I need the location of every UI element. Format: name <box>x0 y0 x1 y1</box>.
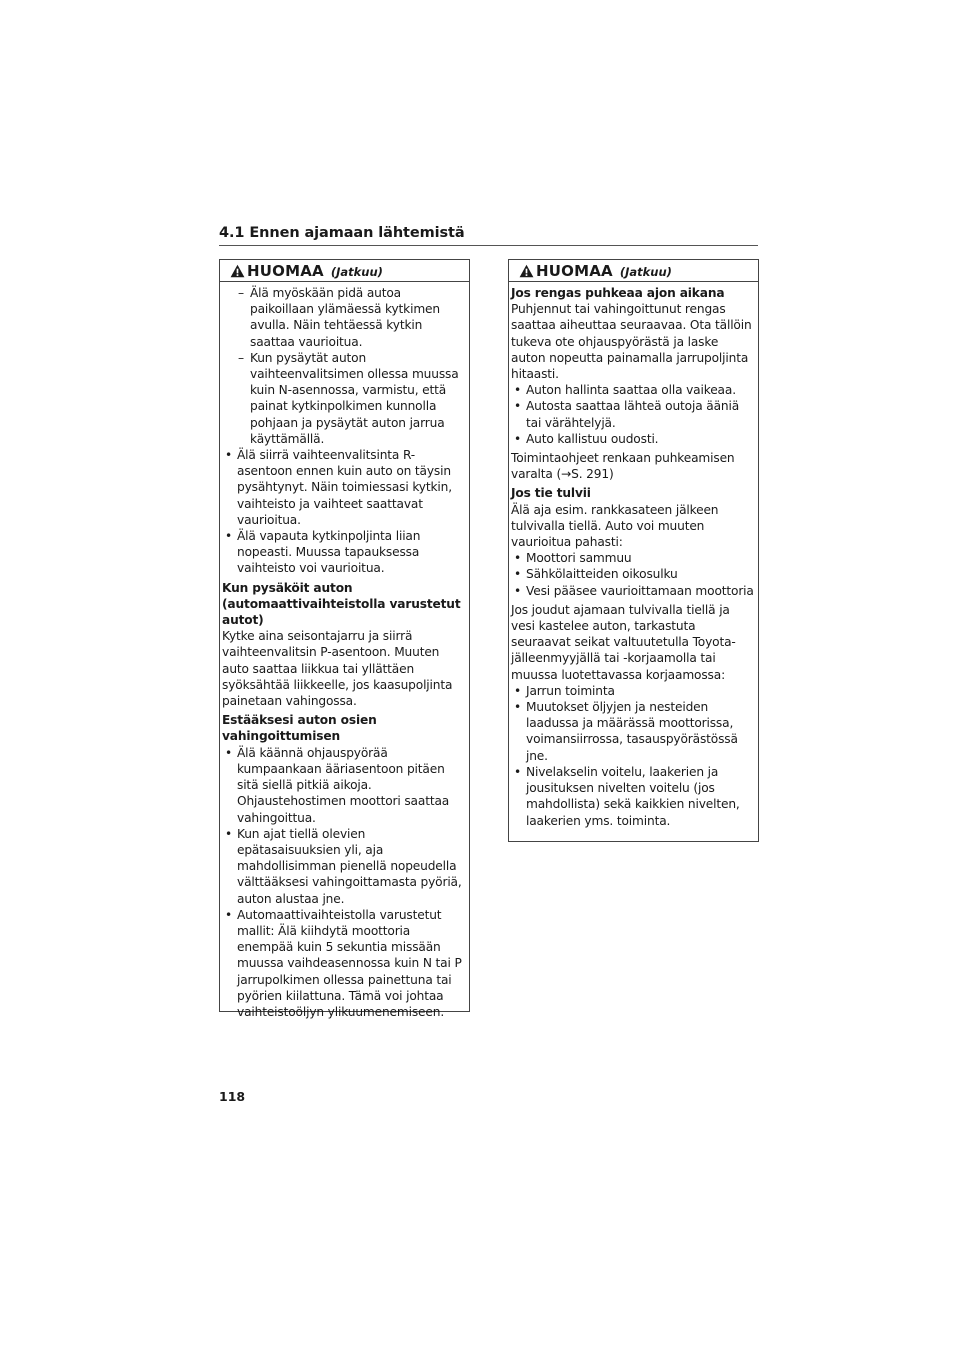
caution-box-body <box>509 282 758 829</box>
list-item: • Auto kallistuu oudosti. <box>511 431 755 447</box>
continued-label: (Jatkuu) <box>330 265 383 279</box>
paragraph: Toimintaohjeet renkaan puhkeamisen varalta (→S. 291) <box>511 451 735 482</box>
caution-box-header <box>509 260 758 282</box>
list-item: • Moottori sammuu <box>511 550 755 566</box>
paragraph: Puhjennut tai vahingoittunut rengas saattaa aiheuttaa seuraavaa. Ota tällöin tukeva ote ohjauspyörästä ja laske auton nopeutta painamalla jarrupoljinta hitaasti. <box>511 302 752 382</box>
caution-box-body <box>220 282 469 1020</box>
caution-box-header <box>220 260 469 282</box>
list-item: • Auton hallinta saattaa olla vaikeaa. <box>511 382 755 398</box>
paragraph: Älä aja esim. rankkasateen jälkeen tulvivalla tiellä. Auto voi muuten vaurioitua pahasti: <box>511 502 719 550</box>
continued-label: (Jatkuu) <box>619 265 672 279</box>
list-item: • Muutokset öljyjen ja nesteiden laadussa ja määrässä moottorissa, voimansiirrossa, tasauspyörästössä jne. <box>511 699 755 764</box>
caution-box-left <box>219 259 470 1019</box>
subheading: Jos rengas puhkeaa ajon aikana <box>511 286 725 300</box>
paragraph: Jos joudut ajamaan tulvivalla tiellä ja vesi kastelee auton, tarkastuta seuraavat seikat valtuutetulla Toyota-jälleenmyyjällä tai -korjaamolla tai muussa luotettavassa korjaamossa: <box>511 602 736 682</box>
subheading: Estääksesi auton osien vahingoittumisen <box>222 713 377 744</box>
list-item: • Älä käännä ohjauspyörää kumpaankaan ääriasentoon pitäen sitä siellä pitkiä aikoja. Ohjaustehostimen moottori saattaa vahingoittua. <box>222 745 466 826</box>
list-item: • Autosta saattaa lähteä outoja ääniä tai värähtelyjä. <box>511 398 755 430</box>
caution-box-right <box>508 259 759 842</box>
warning-triangle-icon <box>230 264 245 278</box>
page-number: 118 <box>219 1089 246 1104</box>
list-item: • Älä vapauta kytkinpoljinta liian nopeasti. Muussa tapauksessa vaihteisto voi vaurioitua. <box>222 528 466 577</box>
paragraph: Kytke aina seisontajarru ja siirrä vaihteenvalitsin P-asentoon. Muuten auto saattaa liikkua tai yllättäen syöksähtää liikkeelle, jos kaasupoljinta painetaan vahingossa. <box>222 629 453 709</box>
dash-item: – Älä myöskään pidä autoa paikoillaan ylämäessä kytkimen avulla. Näin tehtäessä kytkin saattaa vaurioitua. <box>222 285 466 350</box>
list-item: • Nivelakselin voitelu, laakerien ja jousituksen nivelten voitelu (jos mahdollista) sekä kaikkien nivelten, laakerien yms. toiminta. <box>511 764 755 829</box>
caution-title: HUOMAA <box>247 261 324 280</box>
list-item: • Automaattivaihteistolla varustetut mallit: Älä kiihdytä moottoria enempää kuin 5 sekuntia missään muussa vaihdeasennossa kuin N tai P jarrupolkimen ollessa painettuna tai pyörien kiilattuna. Tämä voi johtaa vaihteistoöljyn ylikuumenemiseen. <box>222 907 466 1020</box>
list-item: • Jarrun toiminta <box>511 683 755 699</box>
section-title: 4.1 Ennen ajamaan lähtemistä <box>219 225 465 241</box>
list-item: • Sähkölaitteiden oikosulku <box>511 566 755 582</box>
caution-title: HUOMAA <box>536 261 613 280</box>
list-item: • Kun ajat tiellä olevien epätasaisuuksien yli, aja mahdollisimman pienellä nopeudella välttääksesi vahingoittamasta pyöriä, auton alustaa jne. <box>222 826 466 907</box>
list-item: • Älä siirrä vaihteenvalitsinta R-asentoon ennen kuin auto on täysin pysähtynyt. Näin toimiessasi kytkin, vaihteisto ja vaihteet saattavat vaurioitua. <box>222 447 466 528</box>
subheading: Jos tie tulvii <box>511 486 591 501</box>
subheading: Kun pysäköit auton (automaattivaihteistolla varustetut autot) <box>222 580 461 628</box>
list-item: • Vesi pääsee vaurioittamaan moottoria <box>511 583 755 599</box>
warning-triangle-icon <box>519 264 534 278</box>
dash-item: – Kun pysäytät auton vaihteenvalitsimen ollessa muussa kuin N-asennossa, varmistu, että painat kytkinpolkimen kunnolla pohjaan ja pysäytät auton jarrua käyttämällä. <box>222 350 466 447</box>
section-header <box>219 222 758 246</box>
